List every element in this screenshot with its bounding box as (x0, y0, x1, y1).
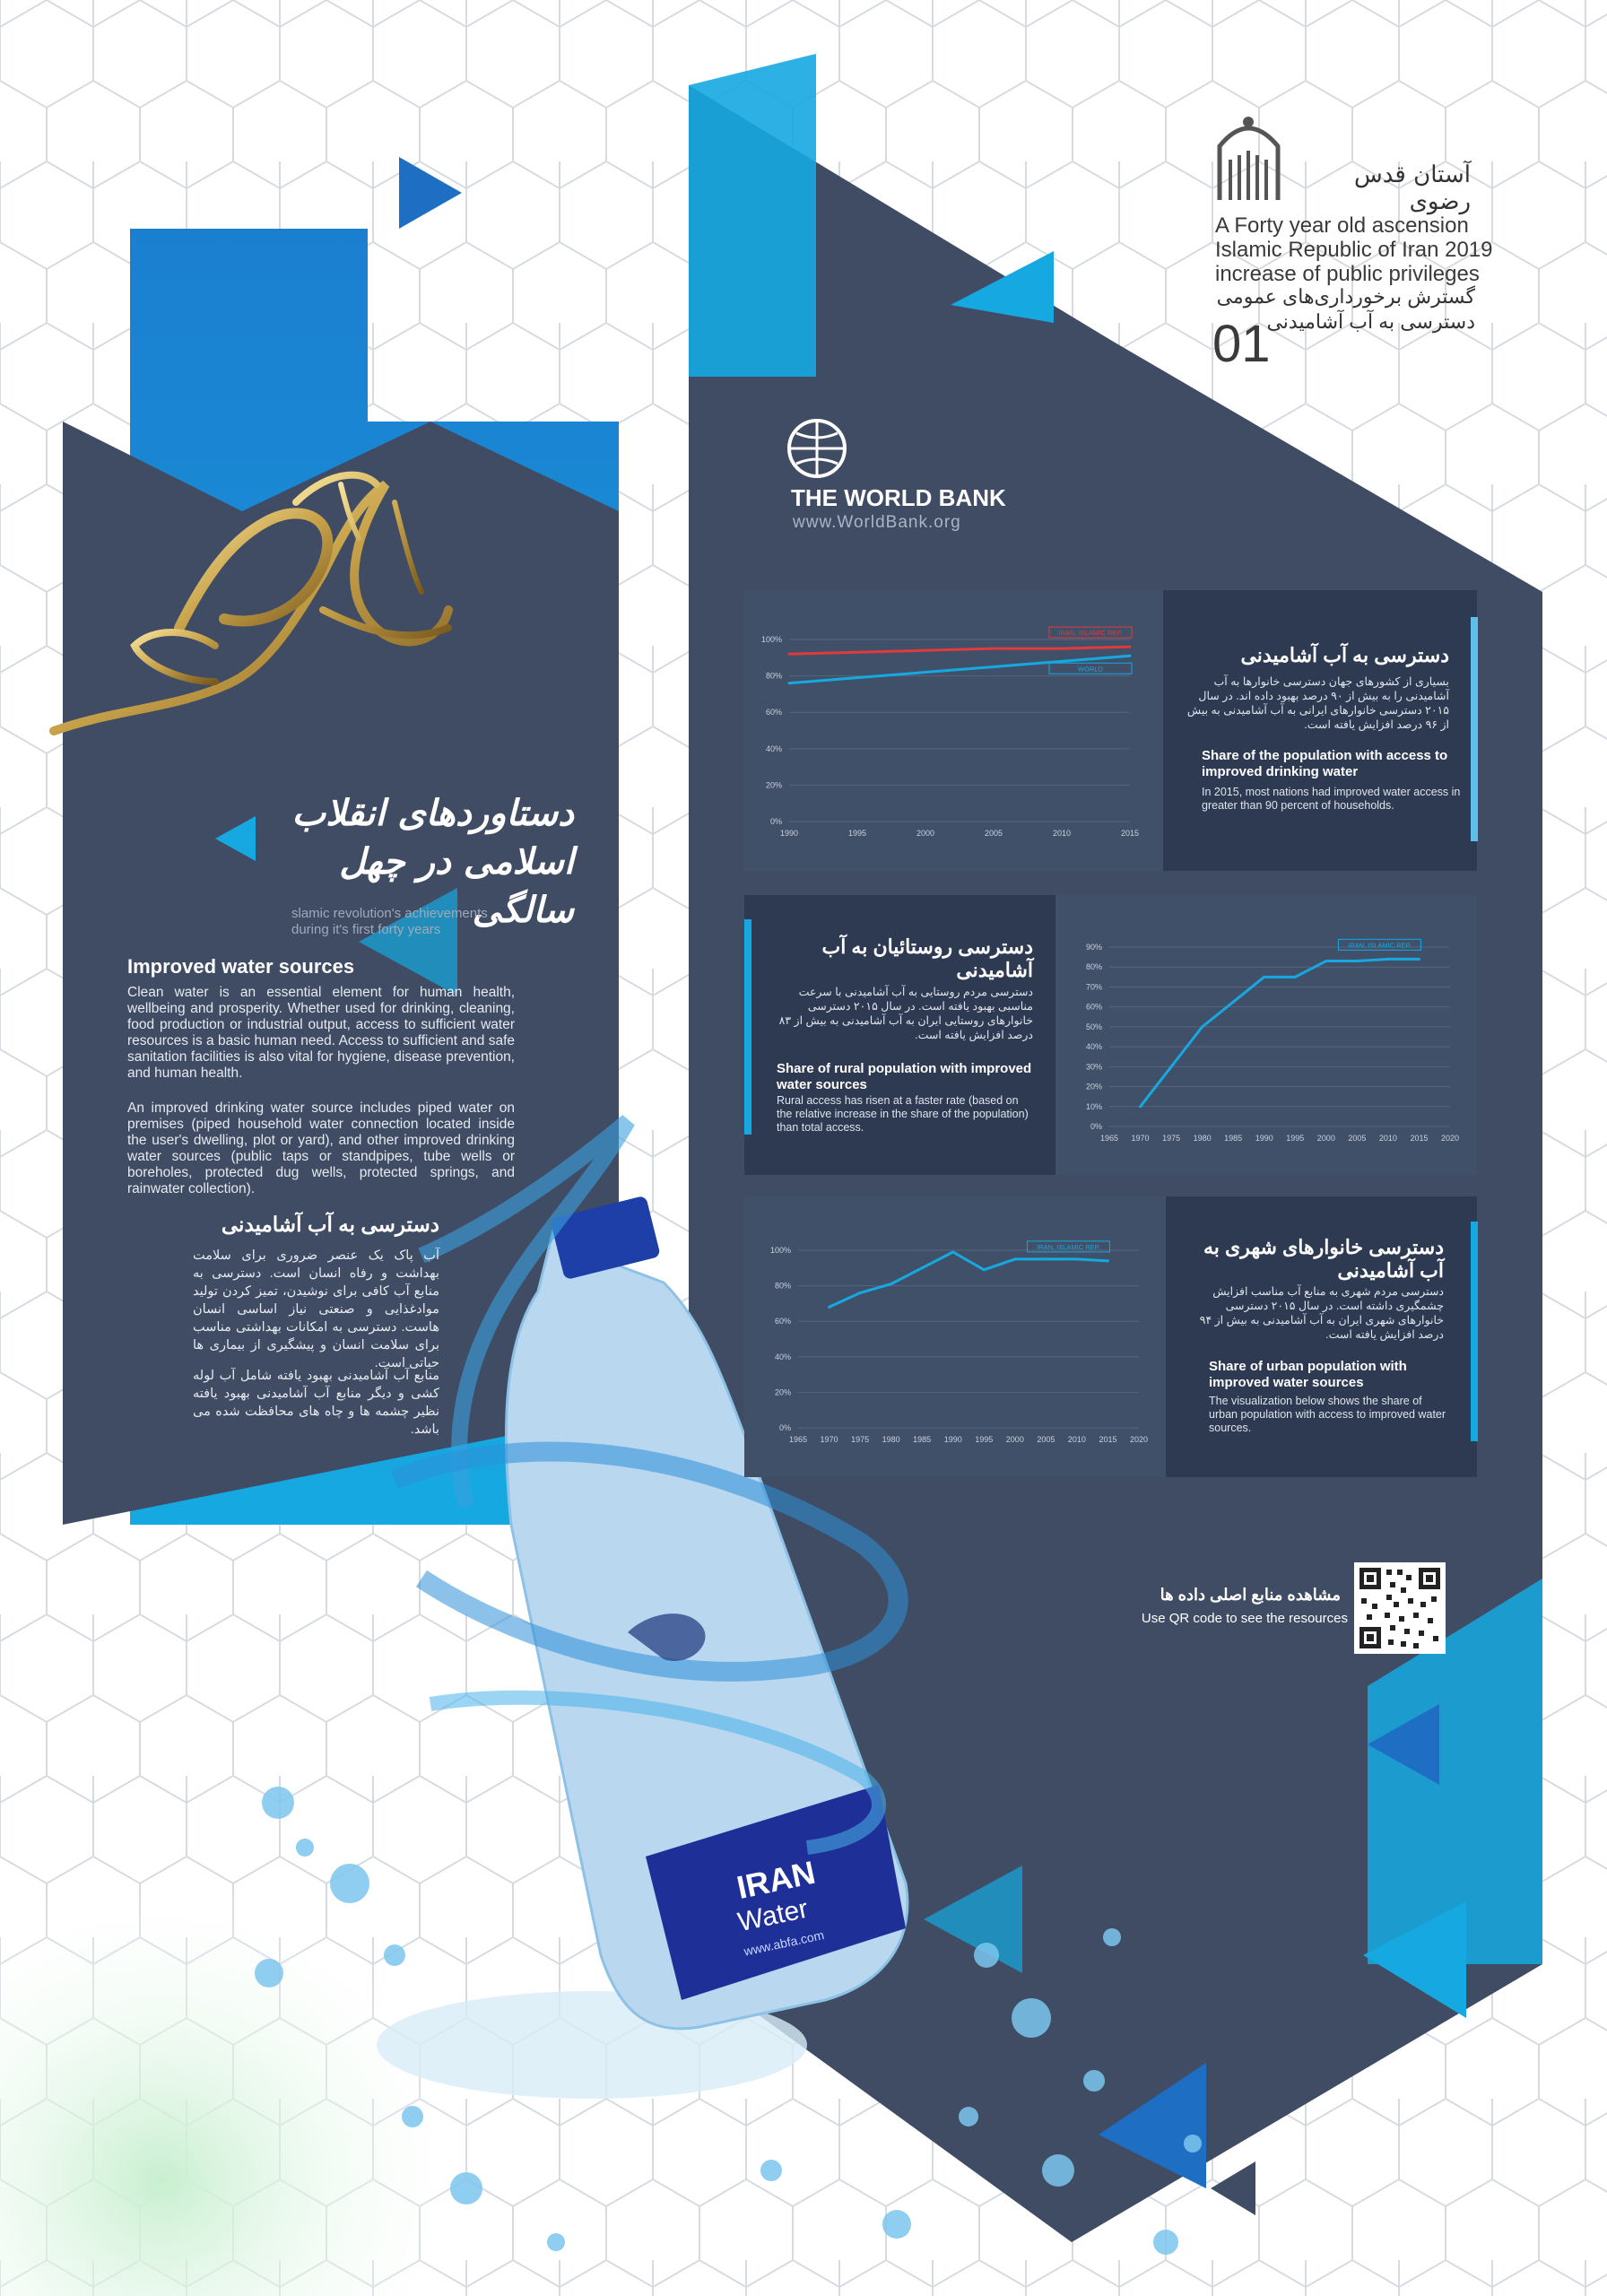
data-point (951, 1250, 954, 1253)
data-point (856, 651, 859, 654)
x-tick-label: 1990 (943, 1435, 962, 1444)
x-tick-label: 2000 (916, 829, 935, 838)
data-point (828, 1306, 830, 1309)
header-number: 01 (1212, 315, 1271, 373)
worldbank-url: www.WorldBank.org (793, 513, 961, 532)
panel1-title-fa: دسترسی به آب آشامیدنی (1240, 644, 1449, 666)
x-tick-label: 2020 (1129, 1435, 1149, 1444)
data-point (1013, 1257, 1016, 1260)
calligraphy-title-fa-line-1: دستاوردهای انقلاب (291, 792, 574, 834)
data-point (1045, 1257, 1047, 1260)
y-tick-label: 60% (1085, 1002, 1102, 1012)
legend-label: IRAN, ISLAMIC REP. (1037, 1242, 1100, 1251)
y-tick-label: 60% (774, 1317, 791, 1326)
y-tick-label: 70% (1085, 982, 1102, 992)
y-tick-label: 30% (1085, 1062, 1102, 1072)
panel3-text-en: The visualization below shows the share of urban population with access to improved water sources. (1209, 1395, 1446, 1434)
x-tick-label: 1980 (1193, 1134, 1212, 1143)
x-tick-label: 2005 (1348, 1134, 1367, 1143)
series-line (830, 1252, 1108, 1307)
x-tick-label: 2005 (1037, 1435, 1055, 1444)
x-tick-label: 2010 (1052, 829, 1072, 838)
organization-logo (1211, 106, 1287, 204)
series-line (1141, 959, 1420, 1106)
header-line-1: A Forty year old ascension (1215, 213, 1469, 238)
data-point (993, 648, 995, 650)
y-tick-label: 100% (760, 635, 782, 644)
data-point (925, 649, 927, 652)
y-tick-label: 60% (765, 708, 782, 718)
y-tick-label: 0% (769, 817, 782, 826)
x-tick-label: 1990 (1255, 1134, 1273, 1143)
panel1-text-en: In 2015, most nations had improved water access in greater than 90 percent of households. (1202, 786, 1461, 812)
qr-caption-en: Use QR code to see the resources (1141, 1611, 1348, 1626)
data-point (1356, 960, 1359, 962)
panel3-title-fa: دسترسی خانوارهای شهری به آب آشامیدنی (1203, 1236, 1444, 1282)
y-tick-label: 100% (769, 1246, 791, 1255)
panel2-title-fa: دسترسی روستائیان به آب آشامیدنی (821, 935, 1033, 981)
y-tick-label: 50% (1085, 1022, 1102, 1031)
y-tick-label: 40% (1085, 1042, 1102, 1052)
data-point (1061, 660, 1064, 663)
x-tick-label: 2015 (1099, 1435, 1117, 1444)
body-text-fa-1: آب پاک یک عنصر ضروری برای سلامت بهداشت و رفاه انسان است. دسترسی به منابع آب کافی برای نوشیدن، تمیز کردن تولید موادغذایی و صنعتی نیاز اساسی انسان هاست. دسترسی به امکانات بهداشتی مناسب برای سلامت انسان و پیشگیری از بیماری ها حیاتی است. (193, 1248, 439, 1370)
data-point (1386, 958, 1389, 961)
data-point (921, 1266, 924, 1269)
data-point (859, 1292, 862, 1294)
data-point (890, 1283, 892, 1285)
bottle-product: Water (735, 1893, 812, 1938)
chart-rural-access (1055, 895, 1477, 1175)
x-tick-label: 2000 (1316, 1134, 1335, 1143)
x-tick-label: 2020 (1440, 1134, 1460, 1143)
panel2-title-en: Share of rural population with improved water sources (777, 1061, 1032, 1092)
data-point (788, 653, 791, 656)
data-point (1107, 1259, 1109, 1262)
data-point (1201, 1025, 1203, 1028)
panel1-title-en: Share of the population with access to improved drinking water (1202, 748, 1448, 779)
worldbank-name: THE WORLD BANK (791, 484, 1006, 511)
panel2-text-en: Rural access has risen at a faster rate (based on the relative increase in the share of the population) than total access. (777, 1094, 1029, 1134)
worldbank-logo (786, 417, 848, 484)
panel-accent-bar (1471, 617, 1478, 841)
legend-label: IRAN, ISLAMIC REP. (1348, 941, 1412, 950)
x-tick-label: 1965 (788, 1435, 808, 1444)
bottle-url: www.abfa.com (743, 1927, 826, 1959)
data-point (1061, 648, 1064, 650)
subtitle-en-1: slamic revolution's achievements (291, 906, 488, 921)
section-title-en: Improved water sources (127, 955, 355, 978)
subtitle-en-2: during it's first forty years (291, 922, 441, 937)
shrine-logo-icon (1211, 106, 1287, 204)
data-point (1325, 960, 1327, 962)
x-tick-label: 1980 (882, 1435, 900, 1444)
bottle-brand: IRAN (734, 1853, 819, 1907)
legend-label: WORLD (1078, 665, 1103, 674)
x-tick-label: 1975 (851, 1435, 870, 1444)
data-point (856, 676, 859, 679)
qr-code[interactable] (1354, 1562, 1446, 1654)
x-tick-label: 1985 (1224, 1134, 1243, 1143)
body-text-fa-2: منابع آب آشامیدنی بهبود یافته شامل آب لوله کشی و دیگر منابع آب آشامیدنی بهبود یافته نظیر چشمه ها و چاه های محافظت شده می باشد. (193, 1369, 439, 1437)
data-point (1075, 1257, 1078, 1260)
x-tick-label: 1995 (975, 1435, 994, 1444)
x-tick-label: 1975 (1162, 1134, 1181, 1143)
panel3-title-en: Share of urban population with improved water sources (1209, 1359, 1407, 1390)
y-tick-label: 0% (1090, 1122, 1102, 1131)
data-point (1139, 1105, 1142, 1108)
header-fa-2: دسترسی به آب آشامیدنی (1266, 310, 1475, 333)
x-tick-label: 1990 (779, 829, 799, 838)
y-tick-label: 90% (1085, 943, 1102, 952)
chart-total-access (744, 590, 1163, 871)
y-tick-label: 80% (765, 671, 782, 681)
x-tick-label: 1970 (820, 1435, 838, 1444)
panel2-text-fa: دسترسی مردم روستایی به آب آشامیدنی با سرعت مناسبی بهبود یافته است. در سال ۲۰۱۵ دسترسی خانوارهای روستایی ایران به آب آشامیدنی به بیش از ۸۳ درصد افزایش یافته است. (778, 986, 1033, 1041)
y-tick-label: 10% (1085, 1101, 1102, 1111)
series-line (789, 647, 1130, 654)
x-tick-label: 1995 (1286, 1134, 1305, 1143)
qr-code-icon (1354, 1562, 1446, 1654)
data-point (1418, 958, 1420, 961)
header-line-3: increase of public privileges (1215, 262, 1480, 286)
calligraphy-title-fa-line-2: اسلامی در چهل سالگی (339, 840, 574, 931)
data-point (1129, 646, 1132, 648)
chart-total-svg (744, 590, 1163, 871)
header-line-2: Islamic Republic of Iran 2019 (1215, 238, 1493, 262)
header-fa-1: گسترش برخورداری‌های عمومی (1216, 285, 1475, 308)
x-tick-label: 2005 (984, 829, 1003, 838)
body-text-en-1: Clean water is an essential element for human health, wellbeing and prosperity. Whether used for drinking, cleaning, food production or industrial output, access to sufficient water resources is a basic human need. Access to sufficient and safe sanitation facilities is also vital for hygiene, disease prevention, and human health. (127, 985, 515, 1081)
data-point (925, 671, 927, 674)
chart-urban-access (744, 1196, 1166, 1477)
body-text-en-2: An improved drinking water source includes piped water on premises (piped household water connection located inside the user's dwelling, plot or yard), and other improved drinking water sources (public taps or standpipes, tube wells or boreholes, protected dug wells, protected springs, and rainwater collection). (127, 1100, 515, 1196)
y-tick-label: 0% (778, 1423, 791, 1432)
y-tick-label: 20% (774, 1387, 791, 1397)
data-point (983, 1268, 986, 1271)
data-point (993, 665, 995, 668)
legend-label: IRAN, ISLAMIC REP. (1058, 629, 1123, 638)
chart-rural-svg (1055, 895, 1477, 1175)
x-tick-label: 1995 (847, 829, 867, 838)
data-point (1263, 976, 1265, 978)
x-tick-label: 2010 (1067, 1435, 1086, 1444)
x-tick-label: 1965 (1099, 1134, 1119, 1143)
section-title-fa: دسترسی به آب آشامیدنی (221, 1213, 439, 1236)
panel3-text-fa: دسترسی مردم شهری به منابع آب مناسب افزایش چشمگیری داشته است. در سال ۲۰۱۵ دسترسی خانوارهای شهری ایران به آب آشامیدنی به بیش از ۹۴ درصد افزایش یافته است. (1199, 1285, 1444, 1341)
y-tick-label: 20% (1085, 1082, 1102, 1091)
y-tick-label: 40% (774, 1352, 791, 1361)
organization-name-fa: آستان قدس رضوی (1354, 161, 1471, 215)
x-tick-label: 2015 (1410, 1134, 1429, 1143)
panel1-text-fa: بسیاری از کشورهای جهان دسترسی خانوارها به آب آشامیدنی را به بیش از ۹۰ درصد بهبود داده اند. در سال ۲۰۱۵ دسترسی خانوارهای ایرانی به آب آشامیدنی به بیش از ۹۶ درصد افزایش یافته است. (1186, 675, 1449, 731)
x-tick-label: 2015 (1120, 829, 1140, 838)
data-point (1294, 976, 1297, 978)
x-tick-label: 2010 (1378, 1134, 1397, 1143)
x-tick-label: 2000 (1005, 1435, 1024, 1444)
panel-accent-bar (744, 919, 751, 1135)
x-tick-label: 1970 (1131, 1134, 1150, 1143)
x-tick-label: 1985 (913, 1435, 932, 1444)
globe-icon (786, 417, 848, 480)
data-point (1129, 655, 1132, 657)
y-tick-label: 40% (765, 744, 782, 753)
y-tick-label: 80% (1085, 962, 1102, 972)
data-point (788, 682, 791, 684)
y-tick-label: 80% (774, 1281, 791, 1291)
y-tick-label: 20% (765, 780, 782, 790)
qr-caption-fa: مشاهده منابع اصلی داده ها (1160, 1586, 1341, 1604)
panel-accent-bar (1471, 1222, 1478, 1441)
chart-urban-svg (744, 1196, 1166, 1477)
